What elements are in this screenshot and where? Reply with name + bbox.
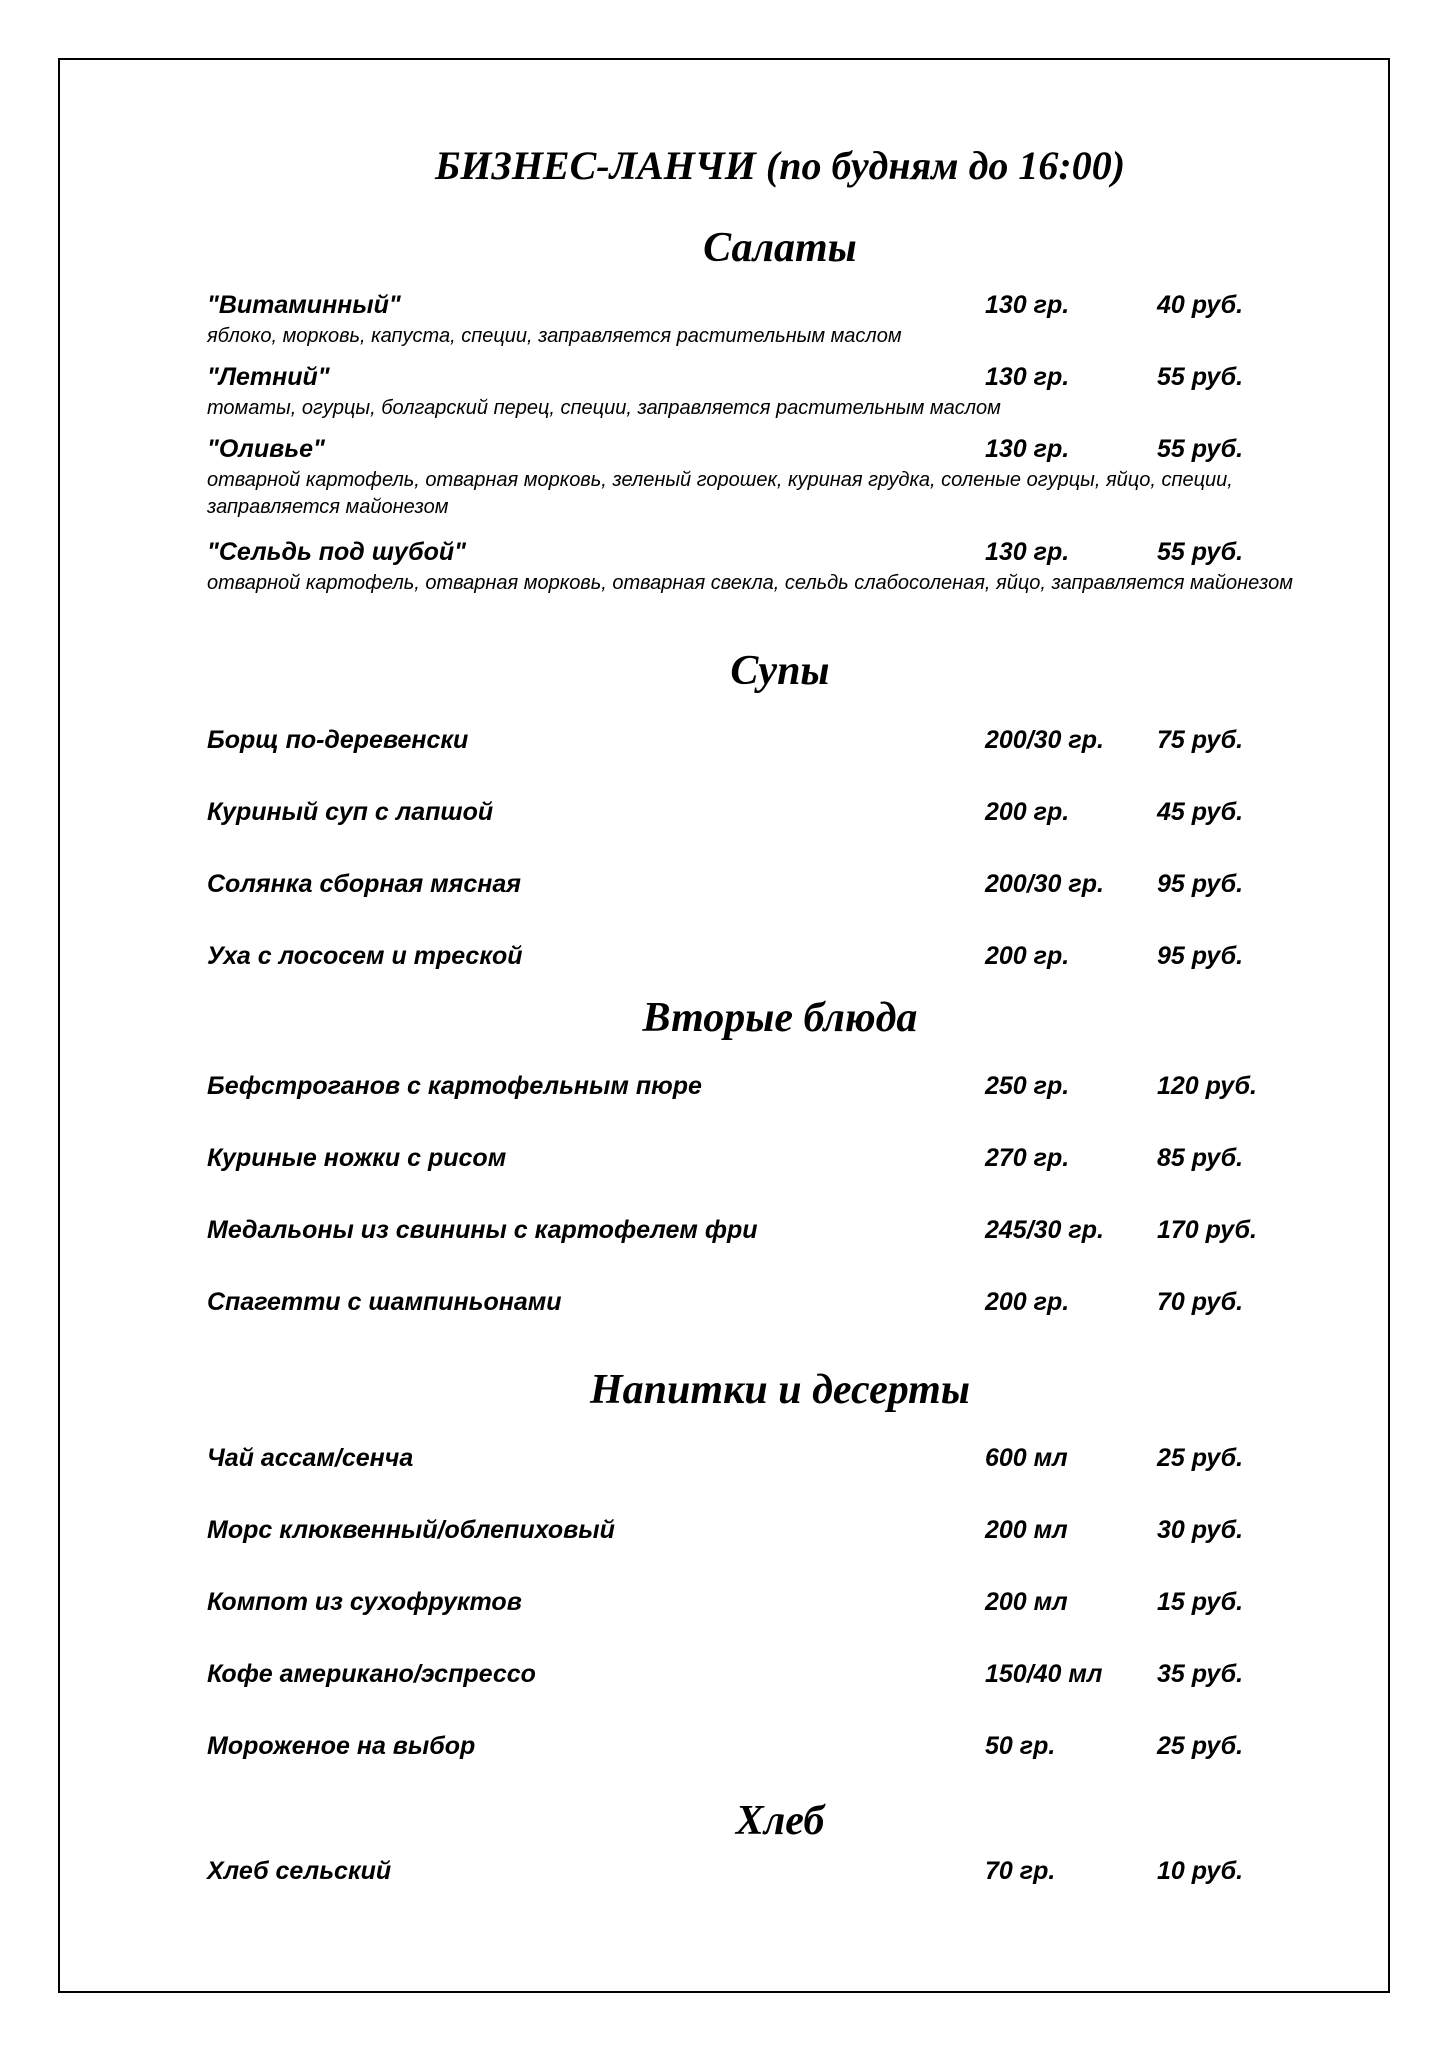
item-description: яблоко, морковь, капуста, специи, заправляется растительным маслом	[207, 325, 902, 347]
item-name: Борщ по-деревенски	[207, 726, 469, 754]
item-name: "Сельдь под шубой"	[207, 538, 467, 566]
item-weight: 200/30 гр.	[985, 726, 1104, 754]
item-name: Спагетти с шампиньонами	[207, 1288, 562, 1316]
item-weight: 50 гр.	[985, 1732, 1056, 1760]
item-price: 55 руб.	[1157, 538, 1244, 566]
item-weight: 130 гр.	[985, 538, 1070, 566]
menu-item	[207, 288, 1327, 322]
menu-item	[207, 1657, 1327, 1691]
item-description: томаты, огурцы, болгарский перец, специи, заправляется растительным маслом	[207, 397, 1001, 419]
item-price: 95 руб.	[1157, 870, 1244, 898]
menu-item	[207, 1441, 1327, 1475]
item-price: 85 руб.	[1157, 1144, 1244, 1172]
item-price: 35 руб.	[1157, 1660, 1244, 1688]
item-weight: 600 мл	[985, 1444, 1068, 1472]
item-name: Чай ассам/сенча	[207, 1444, 414, 1472]
item-name: "Оливье"	[207, 435, 325, 463]
page-title: БИЗНЕС-ЛАНЧИ (по будням до 16:00)	[434, 143, 1126, 188]
menu-item	[207, 1854, 1327, 1888]
section-heading-bread: Хлеб	[735, 1798, 825, 1844]
item-description: отварной картофель, отварная морковь, отварная свекла, сельдь слабосоленая, яйцо, заправляется майонезом	[207, 572, 1293, 594]
item-price: 40 руб.	[1157, 291, 1244, 319]
item-name: Мороженое на выбор	[207, 1732, 476, 1760]
item-name: Медальоны из свинины с картофелем фри	[207, 1216, 758, 1244]
item-weight: 70 гр.	[985, 1857, 1056, 1885]
item-weight: 200 мл	[985, 1516, 1068, 1544]
item-price: 170 руб.	[1157, 1216, 1257, 1244]
menu-item	[207, 1213, 1327, 1247]
item-price: 75 руб.	[1157, 726, 1244, 754]
menu-item	[207, 939, 1327, 973]
item-weight: 270 гр.	[985, 1144, 1070, 1172]
item-price: 95 руб.	[1157, 942, 1244, 970]
item-weight: 245/30 гр.	[985, 1216, 1104, 1244]
item-name: Бефстроганов с картофельным пюре	[207, 1072, 702, 1100]
item-weight: 250 гр.	[985, 1072, 1070, 1100]
item-weight: 130 гр.	[985, 363, 1070, 391]
item-name: Морс клюквенный/облепиховый	[207, 1516, 615, 1544]
item-weight: 200 мл	[985, 1588, 1068, 1616]
item-weight: 200/30 гр.	[985, 870, 1104, 898]
menu-item	[207, 360, 1327, 394]
item-name: "Летний"	[207, 363, 330, 391]
menu-item	[207, 1285, 1327, 1319]
item-price: 55 руб.	[1157, 363, 1244, 391]
menu-item	[207, 535, 1327, 569]
section-heading-soups: Супы	[730, 648, 830, 694]
item-name: Куриный суп с лапшой	[207, 798, 494, 826]
item-price: 120 руб.	[1157, 1072, 1257, 1100]
item-price: 45 руб.	[1157, 798, 1244, 826]
menu-item	[207, 1141, 1327, 1175]
item-price: 25 руб.	[1157, 1732, 1244, 1760]
section-heading-salads: Салаты	[703, 225, 857, 271]
menu-item	[207, 1069, 1327, 1103]
menu-item	[207, 867, 1327, 901]
item-price: 30 руб.	[1157, 1516, 1244, 1544]
item-weight: 200 гр.	[985, 798, 1070, 826]
menu-item	[207, 723, 1327, 757]
item-weight: 200 гр.	[985, 1288, 1070, 1316]
item-price: 55 руб.	[1157, 435, 1244, 463]
item-price: 15 руб.	[1157, 1588, 1244, 1616]
item-price: 10 руб.	[1157, 1857, 1244, 1885]
item-name: Компот из сухофруктов	[207, 1588, 522, 1616]
item-weight: 130 гр.	[985, 435, 1070, 463]
item-name: Хлеб сельский	[207, 1857, 392, 1885]
item-name: Куриные ножки с рисом	[207, 1144, 507, 1172]
menu-item	[207, 1513, 1327, 1547]
menu-item	[207, 1585, 1327, 1619]
item-description: отварной картофель, отварная морковь, зеленый горошек, куриная грудка, соленые огурцы, яйцо, специи, заправляется майонезом	[207, 469, 1233, 518]
item-name: Кофе американо/эспрессо	[207, 1660, 536, 1688]
menu-item	[207, 432, 1327, 466]
section-heading-drinks-desserts: Напитки и десерты	[590, 1367, 970, 1413]
item-weight: 130 гр.	[985, 291, 1070, 319]
section-heading-main-courses: Вторые блюда	[642, 995, 918, 1041]
item-name: Уха с лососем и треской	[207, 942, 523, 970]
item-name: Солянка сборная мясная	[207, 870, 521, 898]
menu-item	[207, 795, 1327, 829]
item-price: 25 руб.	[1157, 1444, 1244, 1472]
item-price: 70 руб.	[1157, 1288, 1244, 1316]
item-name: "Витаминный"	[207, 291, 401, 319]
item-weight: 200 гр.	[985, 942, 1070, 970]
menu-item	[207, 1729, 1327, 1763]
item-weight: 150/40 мл	[985, 1660, 1103, 1688]
